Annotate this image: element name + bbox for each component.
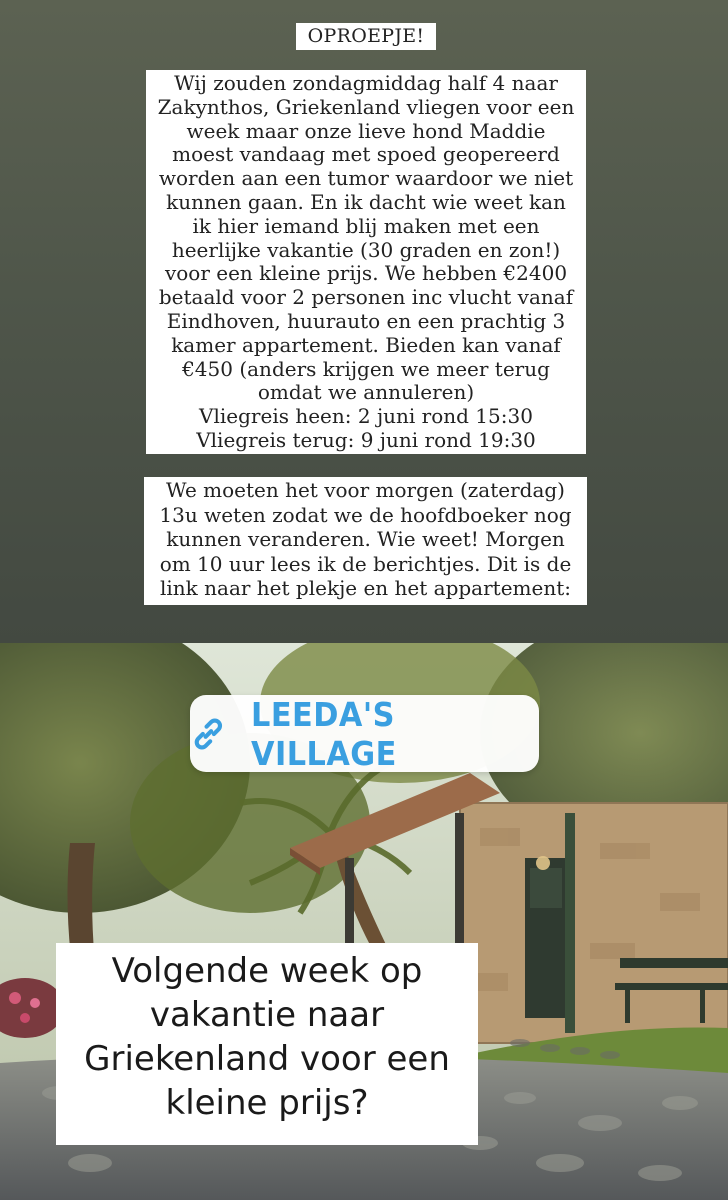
flight-back-text: Vliegreis terug: 9 juni rond 19:30 <box>196 427 536 452</box>
link-sticker-label: LEEDA'S VILLAGE <box>250 694 397 773</box>
header-tag: OPROEPJE! <box>296 23 436 50</box>
link-icon <box>190 714 227 754</box>
link-sticker[interactable] <box>190 695 539 772</box>
message-text-1 <box>146 70 586 454</box>
message-text-2: We moeten het voor morgen (zaterdag) 13u weten zodat we de hoofdboeker nog kunnen veranderen. Wie weet! Morgen om 10 uur lees ik de berichtjes. Dit is de link naar het plekje en het appartement: <box>144 477 587 605</box>
caption-text: Volgende week op vakantie naar Griekenland voor een kleine prijs? <box>56 943 478 1145</box>
message-body: Wij zouden zondagmiddag half 4 naar Zakynthos, Griekenland vliegen voor een week maar onze lieve hond Maddie moest vandaag met spoed geopereerd worden aan een tumor waardoor we niet kunnen gaan. En ik dacht wie weet kan ik hier iemand blij maken met een heerlijke vakantie (30 graden en zon!) voor een kleine prijs. We hebben €2400 betaald voor 2 personen inc vlucht vanaf Eindhoven, huurauto en een prachtig 3 kamer appartement. Bieden kan vanaf €450 (anders krijgen we meer terug omdat we annuleren) <box>157 71 575 405</box>
flight-out-text: Vliegreis heen: 2 juni rond 15:30 <box>199 404 533 429</box>
